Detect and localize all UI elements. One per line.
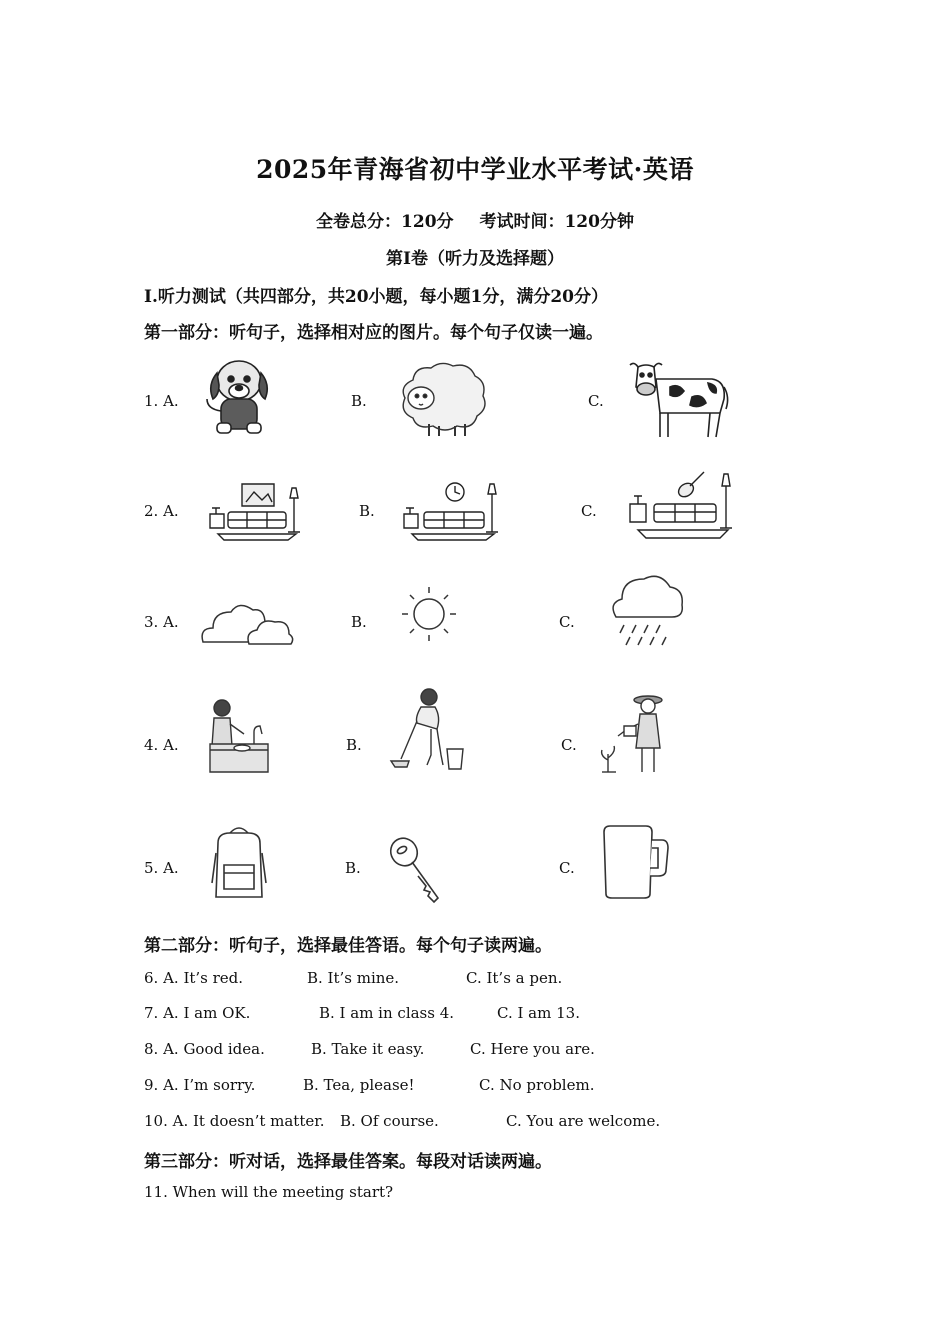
volume-heading: 第Ⅰ卷（听力及选择题） [386,249,564,269]
dog-icon [203,355,275,440]
living-room-guitar-icon [624,466,738,542]
q3-option-c-label: C. [559,613,575,631]
mopping-floor-icon [387,685,467,773]
option-b: B. Tea, please! [303,1076,415,1094]
rainy-icon [608,571,684,649]
cloudy-icon [199,598,295,648]
question-10 [144,1112,844,1132]
living-room-painting-icon [206,480,304,542]
q4-option-b-label: B. [346,736,362,754]
option-c: C. No problem. [479,1076,595,1094]
q2-option-c-label: C. [581,502,597,520]
listening-heading: Ⅰ.听力测试（共四部分，共20小题，每小题1分，满分20分） [144,287,609,307]
watering-plants-icon [598,690,670,776]
question-6 [144,969,844,989]
option-c: C. Here you are. [470,1040,595,1058]
q4-option-c-label: C. [561,736,577,754]
q3-option-b-label: B. [351,613,367,631]
option-c: C. It’s a pen. [466,969,563,987]
q5-option-c-label: C. [559,859,575,877]
question-9 [144,1076,844,1096]
option-c: C. I am 13. [497,1004,580,1022]
q5-option-b-label: B. [345,859,361,877]
part3-heading: 第三部分：听对话，选择最佳答案。每段对话读两遍。 [144,1152,552,1172]
option-a: 9. A. I’m sorry. [144,1076,256,1094]
q1-option-b-label: B. [351,392,367,410]
part2-heading: 第二部分：听句子，选择最佳答语。每个句子读两遍。 [144,936,552,956]
option-b: B. Take it easy. [311,1040,425,1058]
sunny-icon [397,583,461,645]
option-b: B. It’s mine. [307,969,400,987]
q2-option-b-label: B. [359,502,375,520]
exam-title: 2025年青海省初中学业水平考试·英语 [256,155,694,184]
q4-option-a-label: 4. A. [144,736,179,754]
mug-icon [600,824,670,900]
option-a: 7. A. I am OK. [144,1004,251,1022]
option-a: 6. A. It’s red. [144,969,244,987]
exam-meta [0,207,950,232]
option-c: C. You are welcome. [506,1112,661,1130]
question-7 [144,1004,844,1024]
part1-heading: 第一部分：听句子，选择相对应的图片。每个句子仅读一遍。 [144,323,603,343]
option-a: 10. A. It doesn’t matter. [144,1112,325,1130]
cow-icon [626,357,730,441]
q1-option-c-label: C. [588,392,604,410]
q1-option-a-label: 1. A. [144,392,179,410]
option-b: B. I am in class 4. [319,1004,455,1022]
question-11: 11. When will the meeting start? [144,1183,394,1201]
key-icon [388,834,444,904]
q2-option-a-label: 2. A. [144,502,179,520]
option-b: B. Of course. [340,1112,439,1130]
q5-option-a-label: 5. A. [144,859,179,877]
question-8 [144,1040,844,1060]
exam-time: 考试时间：120分钟 [479,212,634,232]
option-a: 8. A. Good idea. [144,1040,265,1058]
washing-dishes-icon [206,694,270,774]
sheep-icon [395,358,490,438]
total-score: 全卷总分：120分 [316,212,454,232]
backpack-icon [210,823,268,903]
q3-option-a-label: 3. A. [144,613,179,631]
living-room-clock-icon [398,480,504,542]
